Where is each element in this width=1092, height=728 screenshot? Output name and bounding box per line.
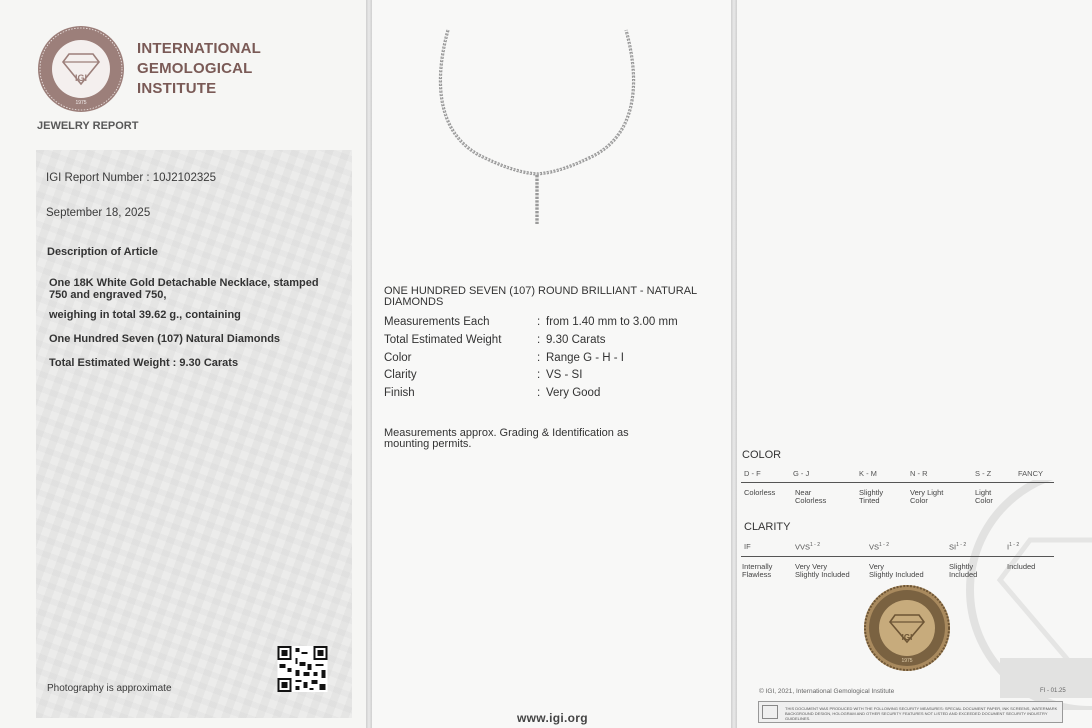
color-grade: S - Z [975, 469, 992, 478]
clarity-grade: SI$^{1 - 2}$ [949, 542, 967, 552]
article-description: One 18K White Gold Detachable Necklace, stamped 750 and engraved 750, [49, 277, 319, 301]
clarity-desc: Internally Flawless [742, 562, 773, 579]
color-grade: G - J [793, 469, 810, 478]
color-grade: N - R [910, 469, 928, 478]
clarity-scale-title: CLARITY [744, 521, 791, 533]
measurement-note: Measurements approx. Grading & Identification as mounting permits. [384, 427, 629, 450]
color-desc: Very Light Color [910, 488, 944, 505]
article-diamonds: One Hundred Seven (107) Natural Diamonds [49, 333, 281, 345]
clarity-grade: IF [744, 542, 751, 551]
clarity-grade: VS$^{1 - 2}$ [869, 542, 890, 552]
color-desc: Light Color [975, 488, 993, 505]
photography-note: Photography is approximate [47, 683, 172, 694]
article-total-weight: Total Estimated Weight : 9.30 Carats [49, 357, 239, 369]
clarity-grade: VVS$^{1 - 2}$ [795, 542, 821, 552]
color-desc: Near Colorless [795, 488, 827, 505]
igi-watermark-logo [960, 480, 1092, 710]
color-grade: D - F [744, 469, 761, 478]
clarity-desc: Slightly Included [949, 562, 978, 579]
report-number: IGI Report Number : 10J2102325 [46, 172, 217, 184]
qr-code[interactable] [277, 646, 328, 692]
report-date: September 18, 2025 [46, 207, 151, 219]
igi-gold-seal [863, 584, 951, 672]
color-desc: Colorless [744, 488, 776, 497]
color-desc: Slightly Tinted [859, 488, 884, 505]
svg-text:IGI: IGI [74, 73, 88, 83]
document-security-icon [762, 705, 778, 719]
clarity-desc: Very Very Slightly Included [795, 562, 850, 579]
igi-seal-logo [36, 24, 126, 114]
clarity-grade: $I^{1 - 2}$ [1007, 542, 1020, 552]
report-type: JEWELRY REPORT [37, 120, 139, 132]
security-notice-text: THIS DOCUMENT WAS PRODUCED WITH THE FOLLOWING SECURITY MEASURES: SPECIAL DOCUMENT PAPER, INK SCREENS, WATERMARK BACKGROUND DESIGN, HOLOGRAM AND OTHER SECURITY FEATURES NOT LISTED AND EXCEEDED DOCUMENT SECURITY INDUSTRY GUIDELINES. [785, 706, 1058, 721]
svg-text:1975: 1975 [901, 658, 913, 664]
clarity-desc: Included [1007, 562, 1036, 571]
copyright-notice: © IGI, 2021, International Gemological Institute [759, 688, 895, 695]
color-grade: FANCY [1018, 469, 1044, 478]
color-grade: K - M [859, 469, 877, 478]
institute-name: INTERNATIONAL GEMOLOGICAL INSTITUTE [137, 40, 261, 97]
security-background [36, 150, 352, 718]
form-code: FI - 01.25 [1040, 688, 1066, 694]
security-notice-box [758, 701, 1063, 723]
article-weight: weighing in total 39.62 g., containing [49, 309, 241, 321]
color-scale-title: COLOR [742, 449, 782, 461]
stone-description: ONE HUNDRED SEVEN (107) ROUND BRILLIANT - NATURAL DIAMONDS [384, 285, 698, 308]
necklace-photo [430, 28, 645, 228]
color-scale-line [741, 482, 1054, 483]
description-heading: Description of Article [47, 246, 158, 258]
clarity-desc: Very Slightly Included [869, 562, 924, 579]
svg-text:IGI: IGI [901, 633, 913, 642]
website-link[interactable]: www.igi.org [517, 711, 588, 725]
clarity-scale-line [741, 556, 1054, 557]
svg-text:1975: 1975 [75, 100, 87, 106]
